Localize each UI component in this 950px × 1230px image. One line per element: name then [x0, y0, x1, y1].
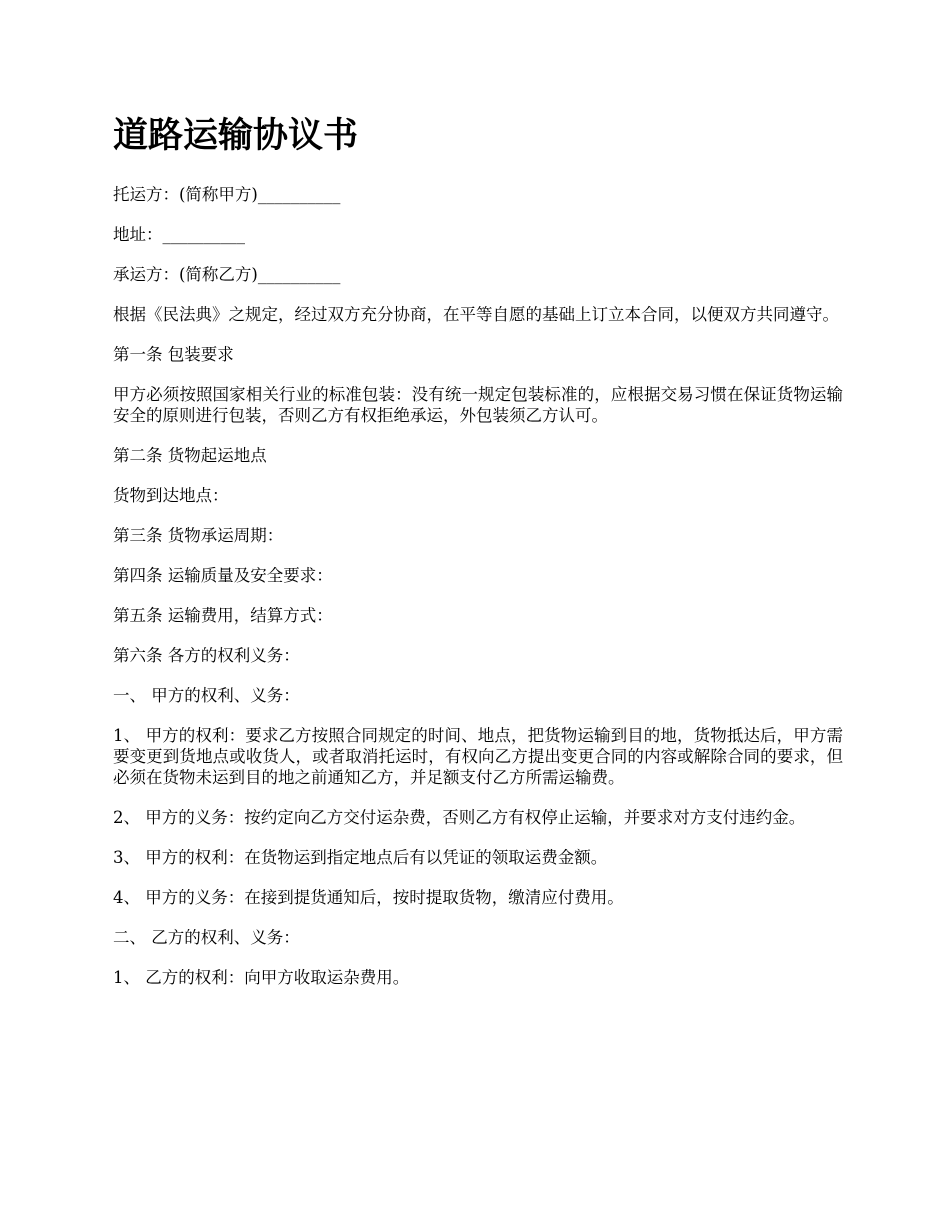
- party-a-clause-1: 1、 甲方的权利：要求乙方按照合同规定的时间、地点，把货物运输到目的地，货物抵达后，甲方需要变更到货地点或收货人，或者取消托运时，有权向乙方提出变更合同的内容或解除合同的要求，但必须在货物未运到目的地之前通知乙方，并足额支付乙方所需运输费。: [113, 726, 843, 787]
- party-a-clause-4: 4、 甲方的义务：在接到提货通知后，按时提取货物，缴清应付费用。: [113, 888, 624, 907]
- article-5-heading: 第五条 运输费用，结算方式：: [113, 606, 333, 625]
- party-a-clause-3: 3、 甲方的权利：在货物运到指定地点后有以凭证的领取运费金额。: [113, 848, 608, 867]
- article-1-body: 甲方必须按照国家相关行业的标准包装：没有统一规定包装标准的，应根据交易习惯在保证货物运输安全的原则进行包装，否则乙方有权拒绝承运，外包装须乙方认可。: [113, 385, 843, 425]
- carrier-line: 承运方：(简称乙方)__________: [113, 265, 341, 284]
- party-b-section-heading: 二、 乙方的权利、义务：: [113, 928, 300, 947]
- party-b-clause-1: 1、 乙方的权利：向甲方收取运杂费用。: [113, 968, 410, 987]
- document-page: [113, 112, 843, 1007]
- article-4-heading: 第四条 运输质量及安全要求：: [113, 566, 333, 585]
- party-a-clause-2: 2、 甲方的义务：按约定向乙方交付运杂费，否则乙方有权停止运输，并要求对方支付违约金。: [113, 808, 806, 827]
- article-6-heading: 第六条 各方的权利义务：: [113, 646, 300, 665]
- article-1-heading: 第一条 包装要求: [113, 345, 234, 364]
- address-line: 地址：__________: [113, 225, 245, 244]
- destination-line: 货物到达地点：: [113, 486, 229, 505]
- article-3-heading: 第三条 货物承运周期：: [113, 526, 284, 545]
- document-title: 道路运输协议书: [113, 116, 359, 156]
- party-a-section-heading: 一、 甲方的权利、义务：: [113, 686, 300, 705]
- shipper-line: 托运方：(简称甲方)__________: [113, 185, 341, 204]
- article-2-heading: 第二条 货物起运地点: [113, 446, 267, 465]
- preamble-paragraph: 根据《民法典》之规定，经过双方充分协商，在平等自愿的基础上订立本合同，以便双方共同遵守。: [113, 305, 839, 324]
